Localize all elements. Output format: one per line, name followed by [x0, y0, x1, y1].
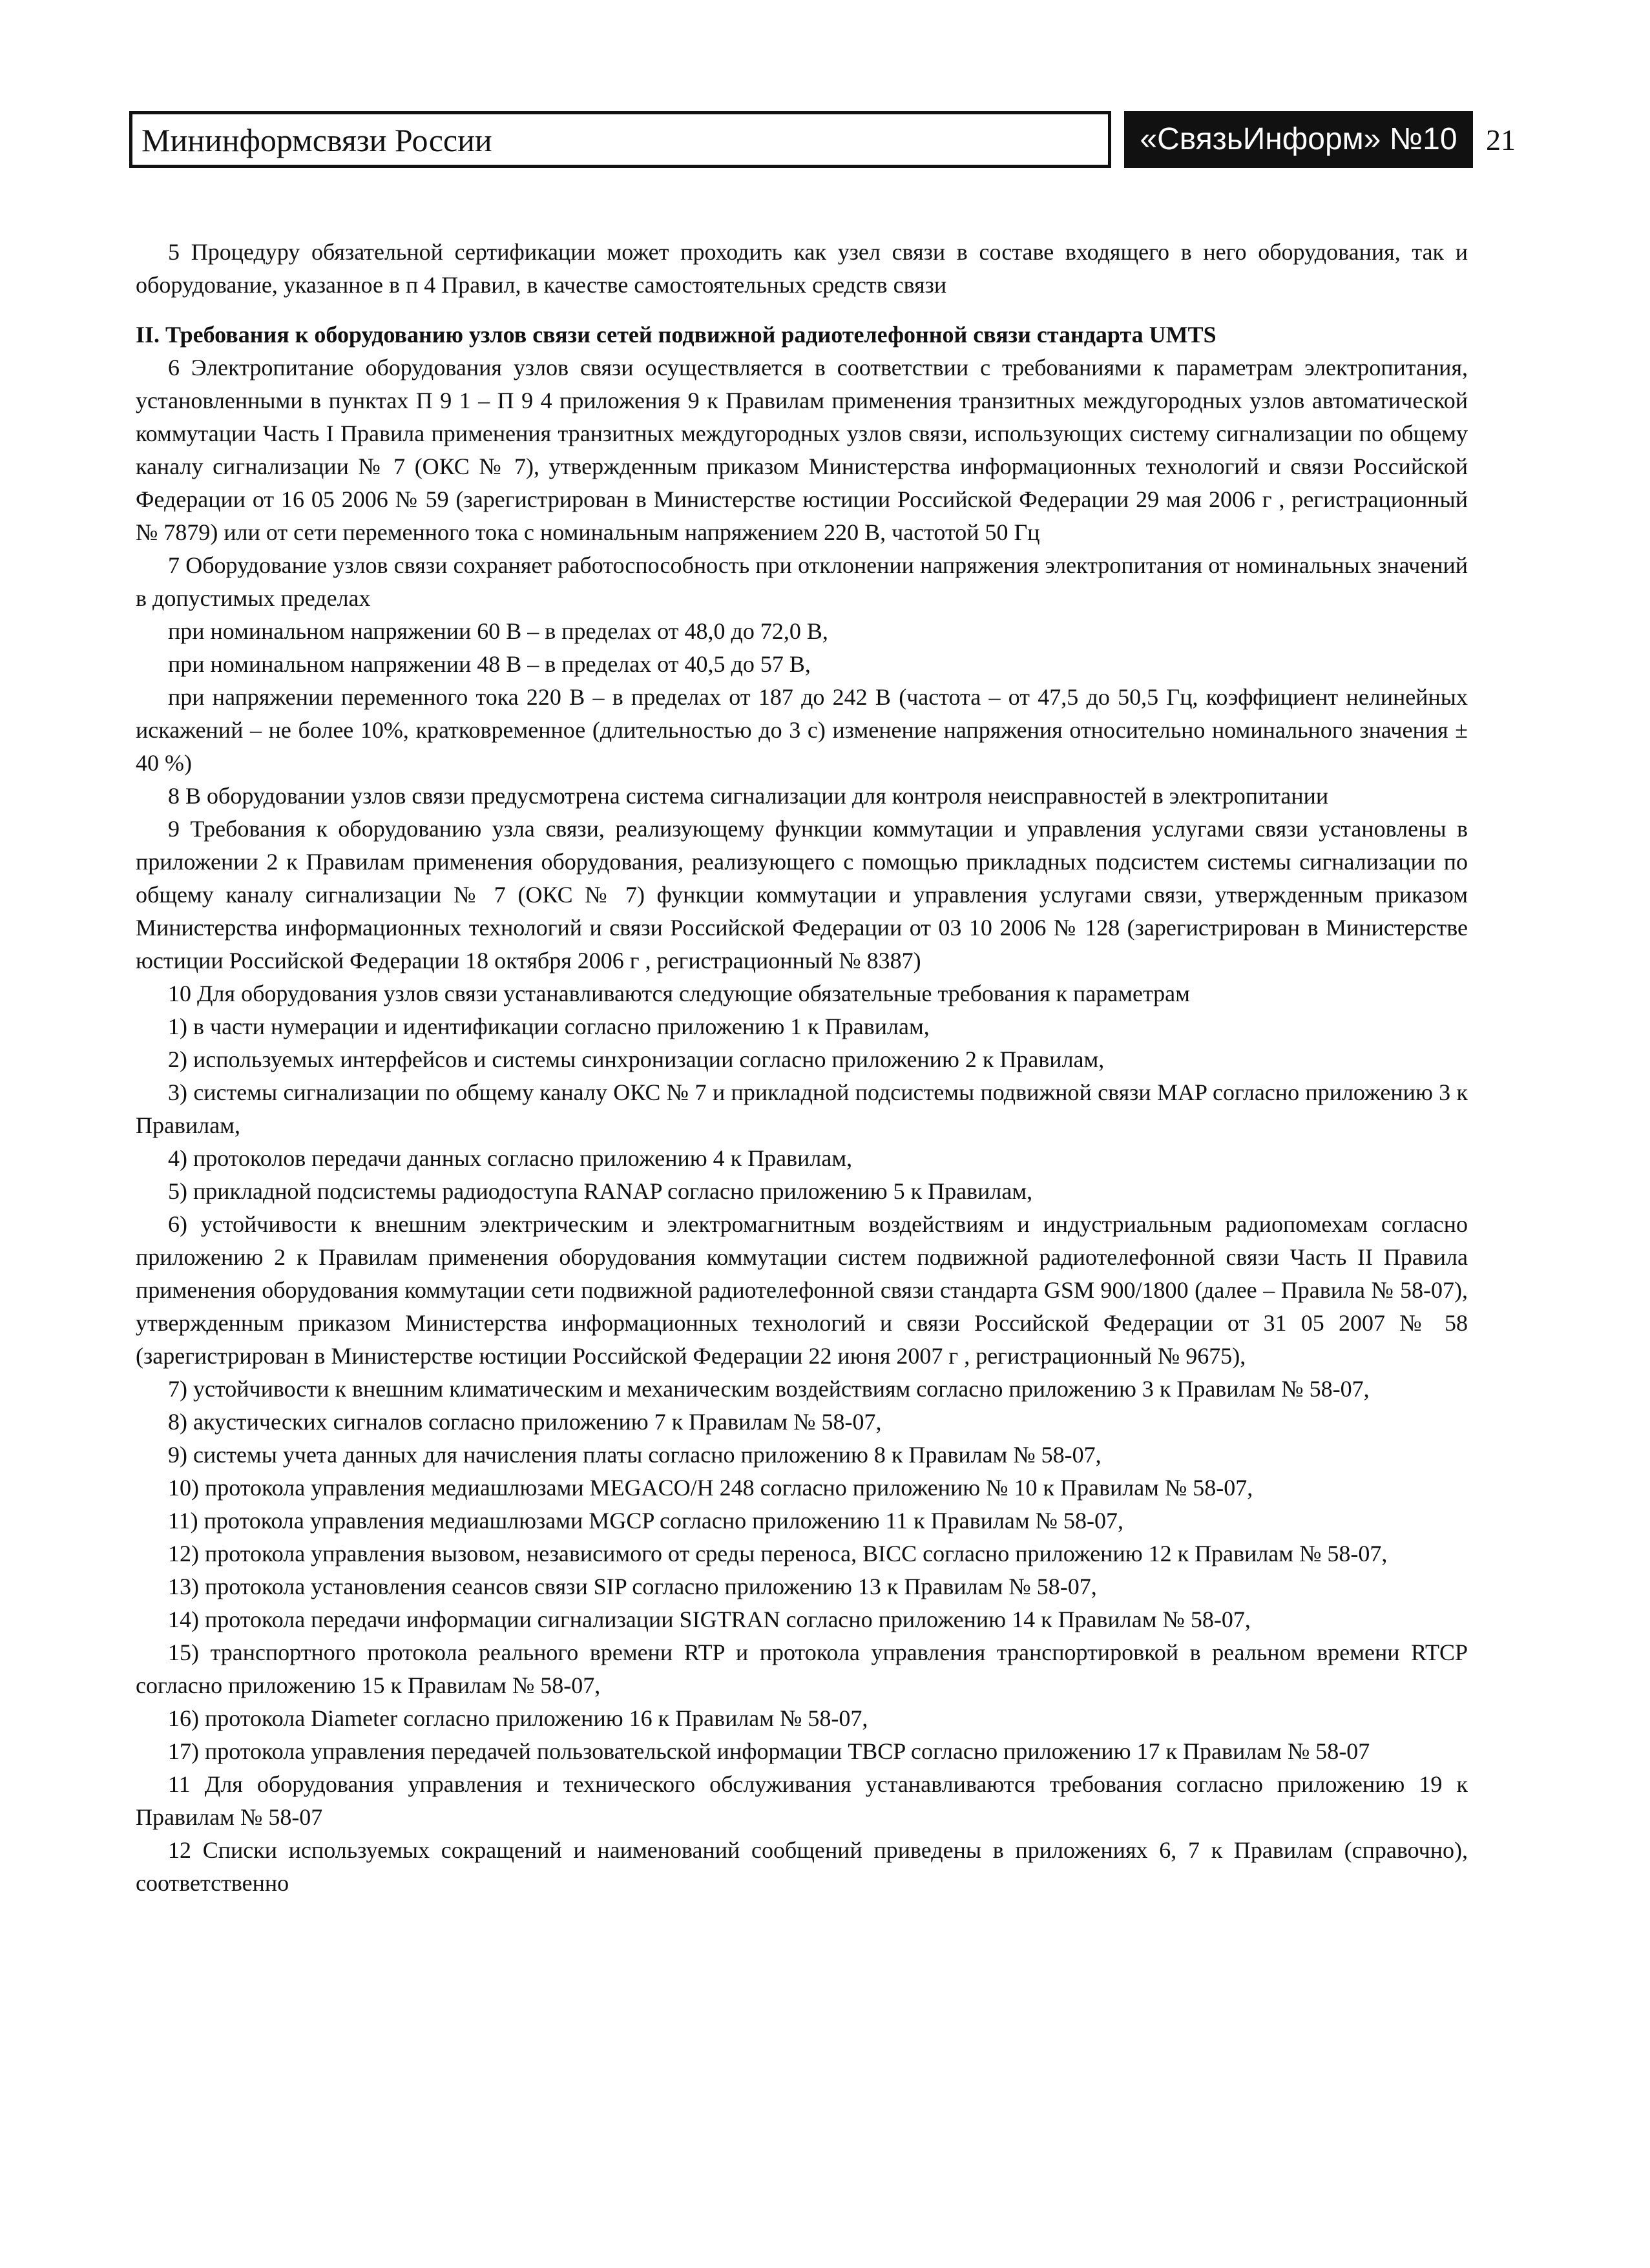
list-item: 8) акустических сигналов согласно приложению 7 к Правилам № 58-07, — [168, 1409, 882, 1435]
list-item: 16) протокола Diameter согласно приложению 16 к Правилам № 58-07, — [168, 1705, 868, 1731]
paragraph-8: 8 В оборудовании узлов связи предусмотрена система сигнализации для контроля неисправностей в электропитании — [168, 783, 1329, 809]
page-header — [129, 111, 1473, 171]
list-item: 11) протокола управления медиашлюзами MGCP согласно приложению 11 к Правилам № 58-07, — [168, 1508, 1123, 1534]
list-item: при номинальном напряжении 48 В – в пределах от 40,5 до 57 В, — [168, 651, 811, 677]
list-item: 4) протоколов передачи данных согласно приложению 4 к Правилам, — [168, 1145, 853, 1171]
paragraph-6: 6 Электропитание оборудования узлов связи осуществляется в соответствии с требованиями к параметрам электропитания, установленными в пунктах П 9 1 – П 9 4 приложения 9 к Правилам применения транзитных междугородных узлов автоматической коммутации Часть I Правила применения транзитных междугородных узлов связи, использующих систему сигнализации по общему каналу сигнализации № 7 (ОКС № 7), утвержденным приказом Министерства информационных технологий и связи Российской Федерации от 16 05 2006 № 59 (зарегистрирован в Министерстве юстиции Российской Федерации 29 мая 2006 г , регистрационный № 7879) или от сети переменного тока с номинальным напряжением 220 В, частотой 50 Гц — [136, 355, 1468, 545]
list-item: 5) прикладной подсистемы радиодоступа RANAP согласно приложению 5 к Правилам, — [168, 1178, 1033, 1204]
paragraph-10: 10 Для оборудования узлов связи устанавливаются следующие обязательные требования к параметрам — [168, 981, 1190, 1006]
list-item: 7) устойчивости к внешним климатическим и механическим воздействиям согласно приложению 3 к Правилам № 58-07, — [168, 1376, 1370, 1402]
list-item: 13) протокола установления сеансов связи SIP согласно приложению 13 к Правилам № 58-07, — [168, 1574, 1097, 1599]
list-item: 2) используемых интерфейсов и системы синхронизации согласно приложению 2 к Правилам, — [168, 1046, 1105, 1072]
list-item: 10) протокола управления медиашлюзами MEGACO/H 248 согласно приложению № 10 к Правилам № 58-07, — [168, 1475, 1253, 1501]
paragraph-12: 12 Списки используемых сокращений и наименований сообщений приведены в приложениях 6, 7 к Правилам (справочно), соответственно — [136, 1837, 1468, 1896]
list-item: 15) транспортного протокола реального времени RTP и протокола управления транспортировкой в реальном времени RTCP согласно приложению 15 к Правилам № 58-07, — [136, 1639, 1468, 1698]
paragraph-9: 9 Требования к оборудованию узла связи, реализующему функции коммутации и управления услугами связи установлены в приложении 2 к Правилам применения оборудования, реализующего с помощью прикладных подсистем системы сигнализации по общему каналу сигнализации № 7 (ОКС № 7) функции коммутации и управления услугами связи, утвержденным приказом Министерства информационных технологий и связи Российской Федерации от 03 10 2006 № 128 (зарегистрирован в Министерстве юстиции Российской Федерации 18 октября 2006 г , регистрационный № 8387) — [136, 816, 1468, 973]
list-item: 12) протокола управления вызовом, независимого от среды переноса, BICC согласно приложению 12 к Правилам № 58-07, — [168, 1541, 1388, 1566]
list-item: при номинальном напряжении 60 В – в пределах от 48,0 до 72,0 В, — [168, 618, 828, 644]
list-item: 1) в части нумерации и идентификации согласно приложению 1 к Правилам, — [168, 1014, 930, 1039]
section-heading: II. Требования к оборудованию узлов связи сетей подвижной радиотелефонной связи стандарта UMTS — [136, 322, 1217, 348]
paragraph-7: 7 Оборудование узлов связи сохраняет работоспособность при отклонении напряжения электропитания от номинальных значений в допустимых пределах — [136, 552, 1468, 611]
list-item: 17) протокола управления передачей пользовательской информации TBCP согласно приложению 17 к Правилам № 58-07 — [168, 1738, 1370, 1764]
list-item: 3) системы сигнализации по общему каналу ОКС № 7 и прикладной подсистемы подвижной связи MAP согласно приложению 3 к Правилам, — [136, 1079, 1468, 1138]
list-item: 6) устойчивости к внешним электрическим и электромагнитным воздействиям и индустриальным радиопомехам согласно приложению 2 к Правилам применения оборудования коммутации систем подвижной радиотелефонной связи Часть II Правила применения оборудования коммутации сети подвижной радиотелефонной связи стандарта GSM 900/1800 (далее – Правила № 58-07), утвержденным приказом Министерства информационных технологий и связи Российской Федерации от 31 05 2007 № 58 (зарегистрирован в Министерстве юстиции Российской Федерации 22 июня 2007 г , регистрационный № 9675), — [136, 1211, 1468, 1369]
page-number: 21 — [1486, 123, 1516, 156]
list-item: при напряжении переменного тока 220 В – в пределах от 187 до 242 В (частота – от 47,5 до 50,5 Гц, коэффициент нелинейных искажений – не более 10%, кратковременное (длительностью до 3 с) изменение напряжения относительно номинального значения ± 40 %) — [136, 684, 1468, 776]
list-item: 14) протокола передачи информации сигнализации SIGTRAN согласно приложению 14 к Правилам № 58-07, — [168, 1607, 1251, 1632]
paragraph-5: 5 Процедуру обязательной сертификации может проходить как узел связи в составе входящего в него оборудования, так и оборудование, указанное в п 4 Правил, в качестве самостоятельных средств связи — [136, 239, 1468, 298]
document-body — [136, 236, 1468, 1900]
header-publisher: Мининформсвязи России — [129, 111, 1111, 168]
list-item: 9) системы учета данных для начисления платы согласно приложению 8 к Правилам № 58-07, — [168, 1442, 1102, 1468]
header-journal-title: «СвязьИнформ» №10 — [1124, 111, 1473, 168]
paragraph-11: 11 Для оборудования управления и технического обслуживания устанавливаются требования согласно приложению 19 к Правилам № 58-07 — [136, 1771, 1468, 1830]
